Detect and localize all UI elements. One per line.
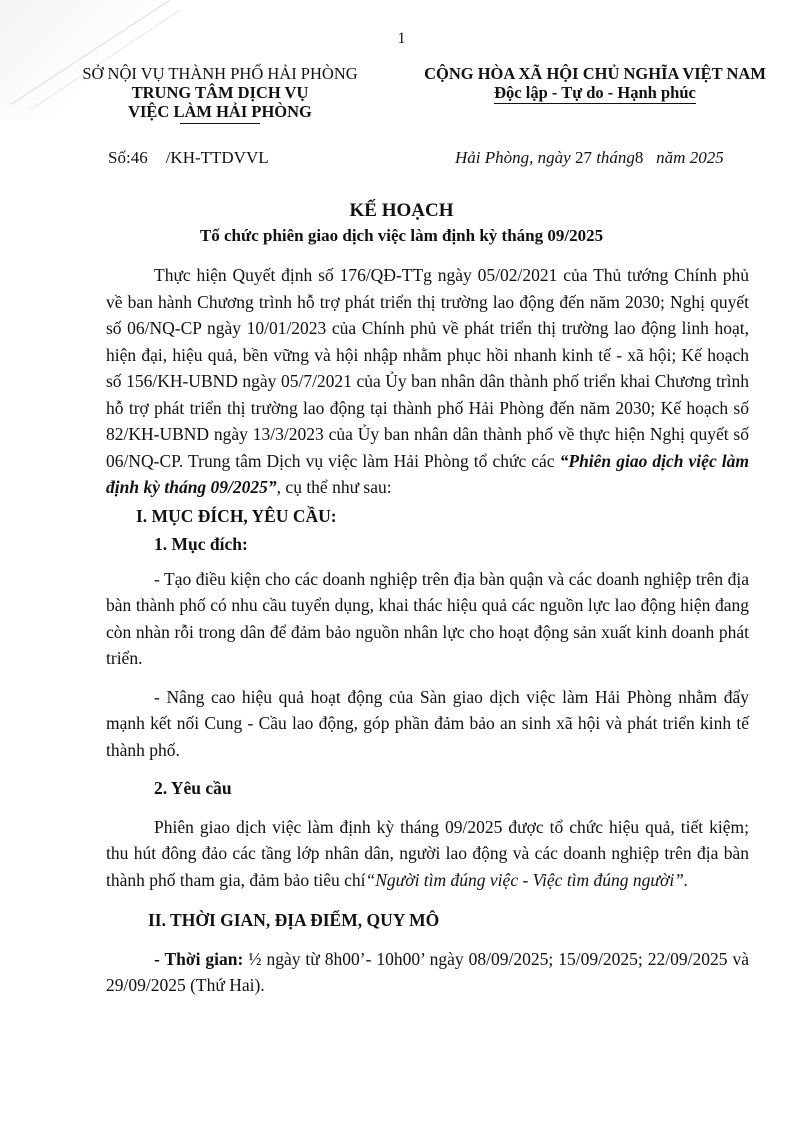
requirement-text: Phiên giao dịch việc làm định kỳ tháng 09/2025 được tổ chức hiệu quả, tiết kiệm; thu hút đông đảo các tầng lớp nhân dân, người lao động và các doanh nghiệp trên địa bàn thành phố tham gia, đảm bảo tiêu chí [106,816,749,890]
document-title: KẾ HOẠCH [349,200,454,221]
doc-number-prefix: Số: [108,148,131,167]
section1-sub1-heading: 1. Mục đích: [154,534,248,554]
time-text: ½ ngày từ 8h00’- 10h00’ ngày 08/09/2025; 15/09/2025; 22/09/2025 và 29/09/2025 (Thứ Hai). [106,948,749,995]
document-number [108,148,269,168]
agency-parent-name: SỞ NỘI VỤ THÀNH PHỐ HẢI PHÒNG [82,64,358,83]
date-month: 8 [634,148,644,167]
purpose-paragraph-1: - Tạo điều kiện cho các doanh nghiệp trên địa bàn quận và các doanh nghiệp trên địa bàn thành phố có nhu cầu tuyển dụng, khai thác hiệu quả các nguồn lực lao động hiện đang còn nhàn rỗi trong dân để đảm bảo nguồn nhân lực cho hoạt động sản xuất kinh doanh phát triển. [106,568,749,668]
intro-paragraph [106,262,749,501]
document-subtitle: Tổ chức phiên giao dịch việc làm định kỳ tháng 09/2025 [199,226,604,245]
agency-name-line1: TRUNG TÂM DỊCH VỤ [131,83,309,102]
section1-sub2-heading: 2. Yêu cầu [154,778,232,798]
doc-number-suffix: /KH-TTDVVL [165,148,269,167]
date-year: năm 2025 [656,148,724,167]
date-month-label: tháng [596,148,635,167]
agency-underline [180,123,260,124]
section2-heading: II. THỜI GIAN, ĐỊA ĐIỂM, QUY MÔ [148,910,440,930]
section1-heading: I. MỤC ĐÍCH, YÊU CẦU: [136,505,337,526]
intro-text: Thực hiện Quyết định số 176/QĐ-TTg ngày 05/02/2021 của Thủ tướng Chính phủ về ban hành Chương trình hỗ trợ phát triển thị trường lao động đến năm 2030; Nghị quyết số 06/NQ-CP ngày 10/01/2023 của Chính phủ về phát triển thị trường lao động linh hoạt, hiện đại, hiệu quả, bền vững và hội nhập nhằm phục hồi nhanh kinh tế - xã hội; Kế hoạch số 156/KH-UBND ngày 05/7/2021 của Ủy ban nhân dân thành phố triển khai Chương trình hỗ trợ phát triển thị trường lao động tại thành phố Hải Phòng đến năm 2030; Kế hoạch số 82/KH-UBND ngày 13/3/2023 của Ủy ban nhân dân thành phố về thực hiện Nghị quyết số 06/NQ-CP. Trung tâm Dịch vụ việc làm Hải Phòng tổ chức các [106,265,749,471]
national-title: CỘNG HÒA XÃ HỘI CHỦ NGHĨA VIỆT NAM [424,64,766,83]
national-header [405,64,785,104]
document-body [106,262,749,999]
date-day: 27 [574,148,592,167]
document-date [455,148,724,168]
requirement-quote: “Người tìm đúng việc - Việc tìm đúng người”. [365,869,689,890]
date-prefix: Hải Phòng, ngày [455,148,571,167]
requirement-paragraph [106,814,749,894]
doc-number-value: 46 [130,148,148,167]
intro-emphasis: “Phiên giao dịch việc làm định kỳ tháng 09/2025” [106,450,749,497]
intro-tail: , cụ thể như sau: [276,477,392,497]
time-paragraph [106,946,749,999]
agency-name-line2: VIỆC LÀM HẢI PHÒNG [128,102,312,121]
national-motto: Độc lập - Tự do - Hạnh phúc [494,83,696,102]
issuing-agency-header [55,64,385,124]
purpose-paragraph-2: - Nâng cao hiệu quả hoạt động của Sàn giao dịch việc làm Hải Phòng nhằm đẩy mạnh kết nối Cung - Cầu lao động, góp phần đảm bảo an sinh xã hội và phát triển kinh tế thành phố. [106,686,749,760]
time-label: - Thời gian: [154,948,244,969]
page-number: 1 [397,30,406,47]
